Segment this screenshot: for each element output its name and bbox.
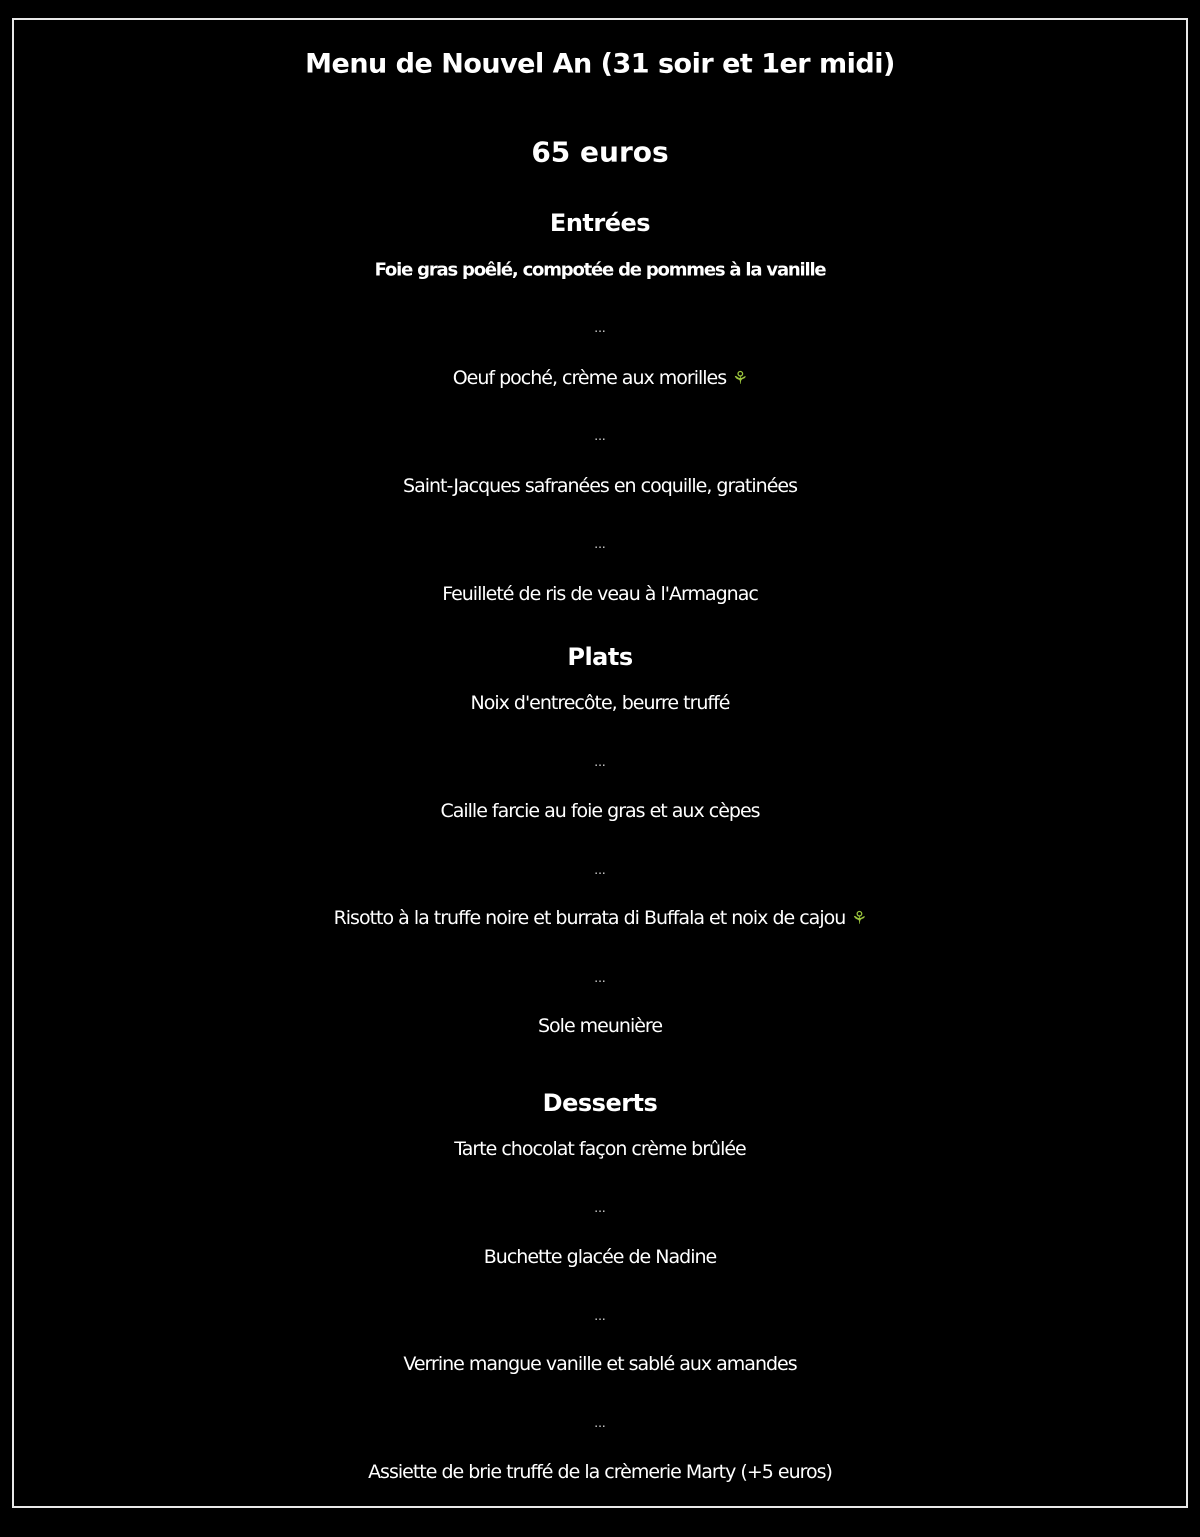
item-separator: ... [594, 1201, 606, 1215]
menu-item [0, 1015, 1200, 1037]
menu-price: 65 euros [531, 135, 669, 169]
menu-item-label: Assiette de brie truffé de la crèmerie Marty (+5 euros) [368, 1461, 832, 1483]
menu-item [0, 692, 1200, 714]
section-heading: Plats [567, 643, 633, 671]
menu-item-label: Caille farcie au foie gras et aux cèpes [440, 800, 760, 822]
section-heading: Entrées [549, 209, 651, 237]
item-separator: ... [594, 971, 606, 985]
menu-item-label: Sole meunière [537, 1015, 663, 1037]
item-separator: ... [594, 321, 606, 335]
menu-item-label: Feuilleté de ris de veau à l'Armagnac [442, 583, 758, 605]
item-separator: ... [594, 429, 606, 443]
menu-item-label: Foie gras poêlé, compotée de pommes à la vanille [374, 259, 826, 281]
menu-item [0, 1353, 1200, 1375]
menu-item [0, 367, 1200, 389]
item-separator: ... [594, 863, 606, 877]
menu-item-label: Risotto à la truffe noire et burrata di Buffala et noix de cajou [333, 907, 846, 929]
menu-title: Menu de Nouvel An (31 soir et 1er midi) [305, 48, 895, 80]
item-separator: ... [594, 537, 606, 551]
menu-item-label: Verrine mangue vanille et sablé aux amandes [403, 1353, 797, 1375]
menu-item [0, 1138, 1200, 1160]
menu-item [0, 475, 1200, 497]
section-heading: Desserts [542, 1089, 658, 1117]
menu-item-label: Saint-Jacques safranées en coquille, gratinées [403, 475, 797, 497]
item-separator: ... [594, 755, 606, 769]
item-separator: ... [594, 1416, 606, 1430]
menu-item [0, 1461, 1200, 1483]
seedling-icon: ⚘ [732, 368, 748, 389]
menu-item-label: Noix d'entrecôte, beurre truffé [470, 692, 730, 714]
menu-item-label: Oeuf poché, crème aux morilles [452, 367, 727, 389]
item-separator: ... [594, 1309, 606, 1323]
menu-item-label: Tarte chocolat façon crème brûlée [454, 1138, 746, 1160]
menu-item [0, 800, 1200, 822]
menu-item [0, 1246, 1200, 1268]
menu-item [0, 260, 1200, 281]
seedling-icon: ⚘ [851, 908, 867, 929]
menu-item-label: Buchette glacée de Nadine [483, 1246, 717, 1268]
menu-item [0, 583, 1200, 605]
menu-item [0, 907, 1200, 929]
